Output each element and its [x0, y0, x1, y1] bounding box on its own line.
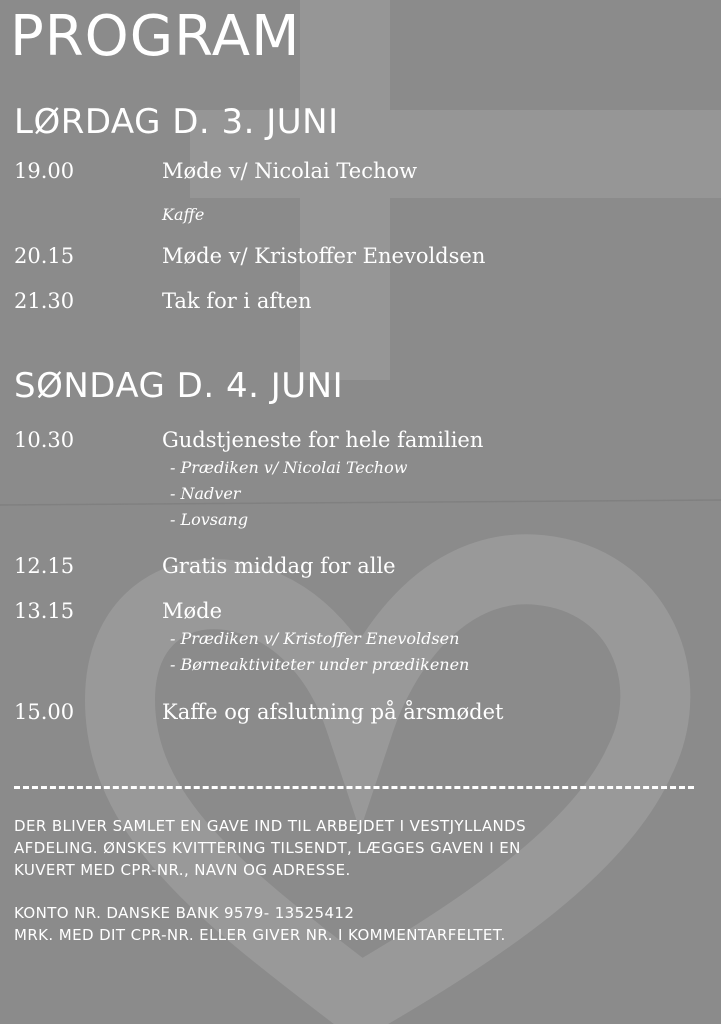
sub-item: - Lovsang — [170, 510, 249, 529]
sub-item: - Prædiken v/ Kristoffer Enevoldsen — [170, 629, 460, 648]
time-1215: 12.15 — [14, 554, 75, 578]
note-kaffe: Kaffe — [162, 205, 205, 224]
event-tak-for-i-aften: Tak for i aften — [162, 289, 312, 313]
time-1900: 19.00 — [14, 159, 75, 183]
time-1030: 10.30 — [14, 428, 75, 452]
sub-item: - Børneaktiviteter under prædikenen — [170, 655, 470, 674]
footer-line: AFDELING. ØNSKES KVITTERING TILSENDT, LÆGGES GAVEN I EN — [14, 839, 521, 857]
time-1500: 15.00 — [14, 700, 75, 724]
bank-account-line: KONTO NR. DANSKE BANK 9579- 13525412 — [14, 904, 355, 922]
event-mode: Møde — [162, 599, 223, 623]
dashed-divider — [14, 786, 694, 789]
event-kaffe-afslutning: Kaffe og afslutning på årsmødet — [162, 700, 504, 724]
event-mode-nicolai: Møde v/ Nicolai Techow — [162, 159, 418, 183]
time-2015: 20.15 — [14, 244, 75, 268]
sunday-heading: SØNDAG D. 4. JUNI — [14, 366, 344, 406]
comment-instruction-line: MRK. MED DIT CPR-NR. ELLER GIVER NR. I KOMMENTARFELTET. — [14, 926, 506, 944]
time-1315: 13.15 — [14, 599, 75, 623]
sub-item: - Prædiken v/ Nicolai Techow — [170, 458, 408, 477]
saturday-heading: LØRDAG D. 3. JUNI — [14, 102, 339, 142]
page-title: PROGRAM — [10, 4, 301, 69]
footer-line: DER BLIVER SAMLET EN GAVE IND TIL ARBEJDET I VESTJYLLANDS — [14, 817, 527, 835]
event-mode-kristoffer: Møde v/ Kristoffer Enevoldsen — [162, 244, 486, 268]
sub-item: - Nadver — [170, 484, 241, 503]
event-gratis-middag: Gratis middag for alle — [162, 554, 396, 578]
time-2130: 21.30 — [14, 289, 75, 313]
event-gudstjeneste: Gudstjeneste for hele familien — [162, 428, 484, 452]
footer-line: KUVERT MED CPR-NR., NAVN OG ADRESSE. — [14, 861, 351, 879]
